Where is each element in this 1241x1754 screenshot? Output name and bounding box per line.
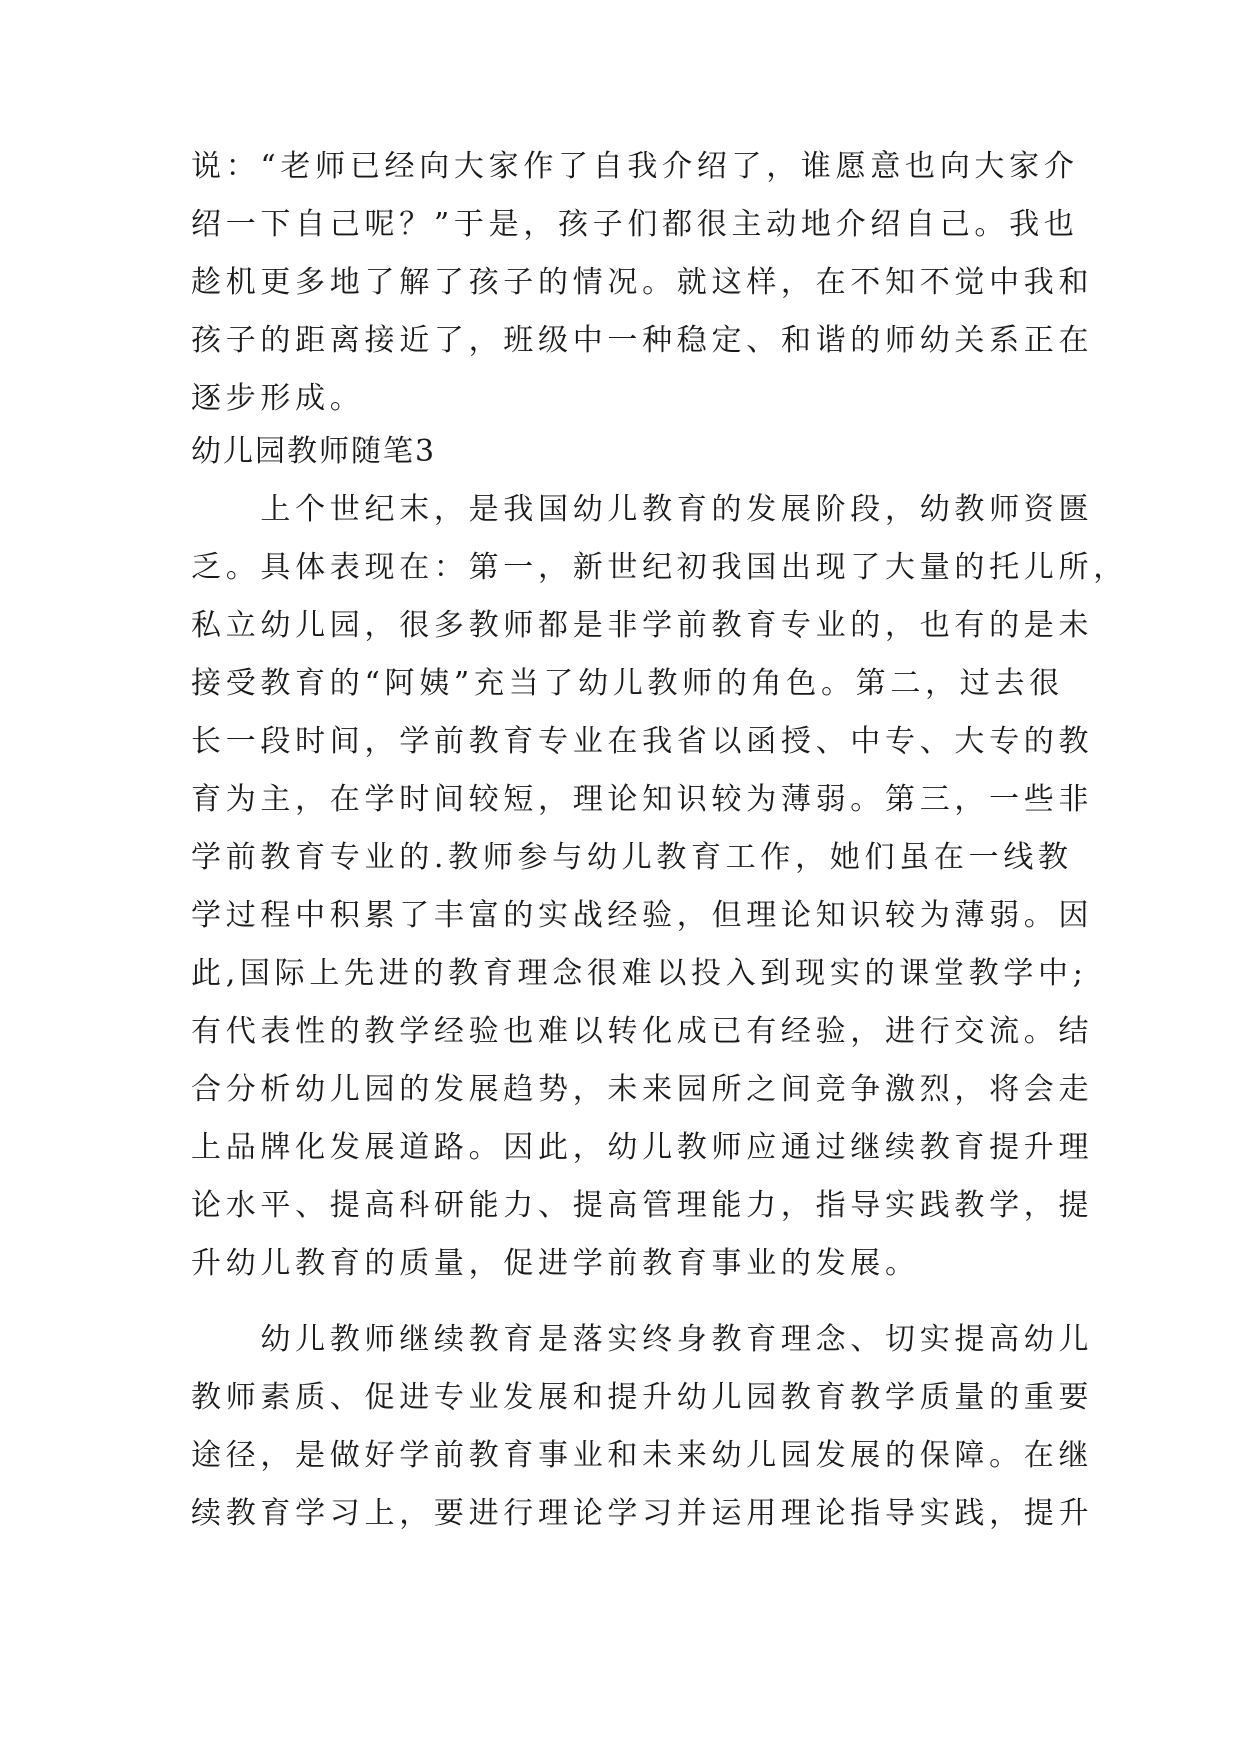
text-line: 学前教育专业的.教师参与幼儿教育工作，她们虽在一线教 — [191, 840, 1073, 875]
text-line: 接受教育的“阿姨”充当了幼儿教师的角色。第二，过去很 — [191, 666, 1064, 701]
text-line: 说：“老师已经向大家作了自我介绍了，谁愿意也向大家介 — [191, 149, 1079, 184]
text-line: 上个世纪末，是我国幼儿教育的发展阶段，幼教师资匮 — [191, 492, 1094, 527]
text-line: 续教育学习上，要进行理论学习并运用理论指导实践，提升 — [191, 1496, 1094, 1531]
text-line: 学过程中积累了丰富的实战经验，但理论知识较为薄弱。因 — [191, 898, 1094, 933]
text-line: 升幼儿教育的质量，促进学前教育事业的发展。 — [191, 1246, 920, 1281]
text-line: 论水平、提高科研能力、提高管理能力，指导实践教学，提 — [191, 1188, 1094, 1223]
text-line: 幼儿教师继续教育是落实终身教育理念、切实提高幼儿 — [191, 1322, 1094, 1357]
text-line: 绍一下自己呢？”于是，孩子们都很主动地介绍自己。我也 — [191, 207, 1079, 242]
text-line: 私立幼儿园，很多教师都是非学前教育专业的，也有的是未 — [191, 608, 1094, 643]
text-line: 有代表性的教学经验也难以转化成已有经验，进行交流。结 — [191, 1014, 1094, 1049]
text-line: 乏。具体表现在：第一，新世纪初我国出现了大量的托儿所， — [191, 550, 1128, 585]
text-line: 趁机更多地了解了孩子的情况。就这样，在不知不觉中我和 — [191, 265, 1094, 300]
text-line: 合分析幼儿园的发展趋势，未来园所之间竞争激烈，将会走 — [191, 1072, 1094, 1107]
section-heading: 幼儿园教师随笔3 — [191, 434, 437, 469]
text-line: 上品牌化发展道路。因此，幼儿教师应通过继续教育提升理 — [191, 1130, 1094, 1165]
text-line: 逐步形成。 — [191, 381, 365, 416]
text-line: 途径，是做好学前教育事业和未来幼儿园发展的保障。在继 — [191, 1438, 1094, 1473]
text-line: 育为主，在学时间较短，理论知识较为薄弱。第三，一些非 — [191, 782, 1094, 817]
text-line: 教师素质、促进专业发展和提升幼儿园教育教学质量的重要 — [191, 1380, 1094, 1415]
text-line: 此,国际上先进的教育理念很难以投入到现实的课堂教学中; — [191, 956, 1088, 991]
text-line: 孩子的距离接近了，班级中一种稳定、和谐的师幼关系正在 — [191, 323, 1094, 358]
text-line: 长一段时间，学前教育专业在我省以函授、中专、大专的教 — [191, 724, 1094, 759]
